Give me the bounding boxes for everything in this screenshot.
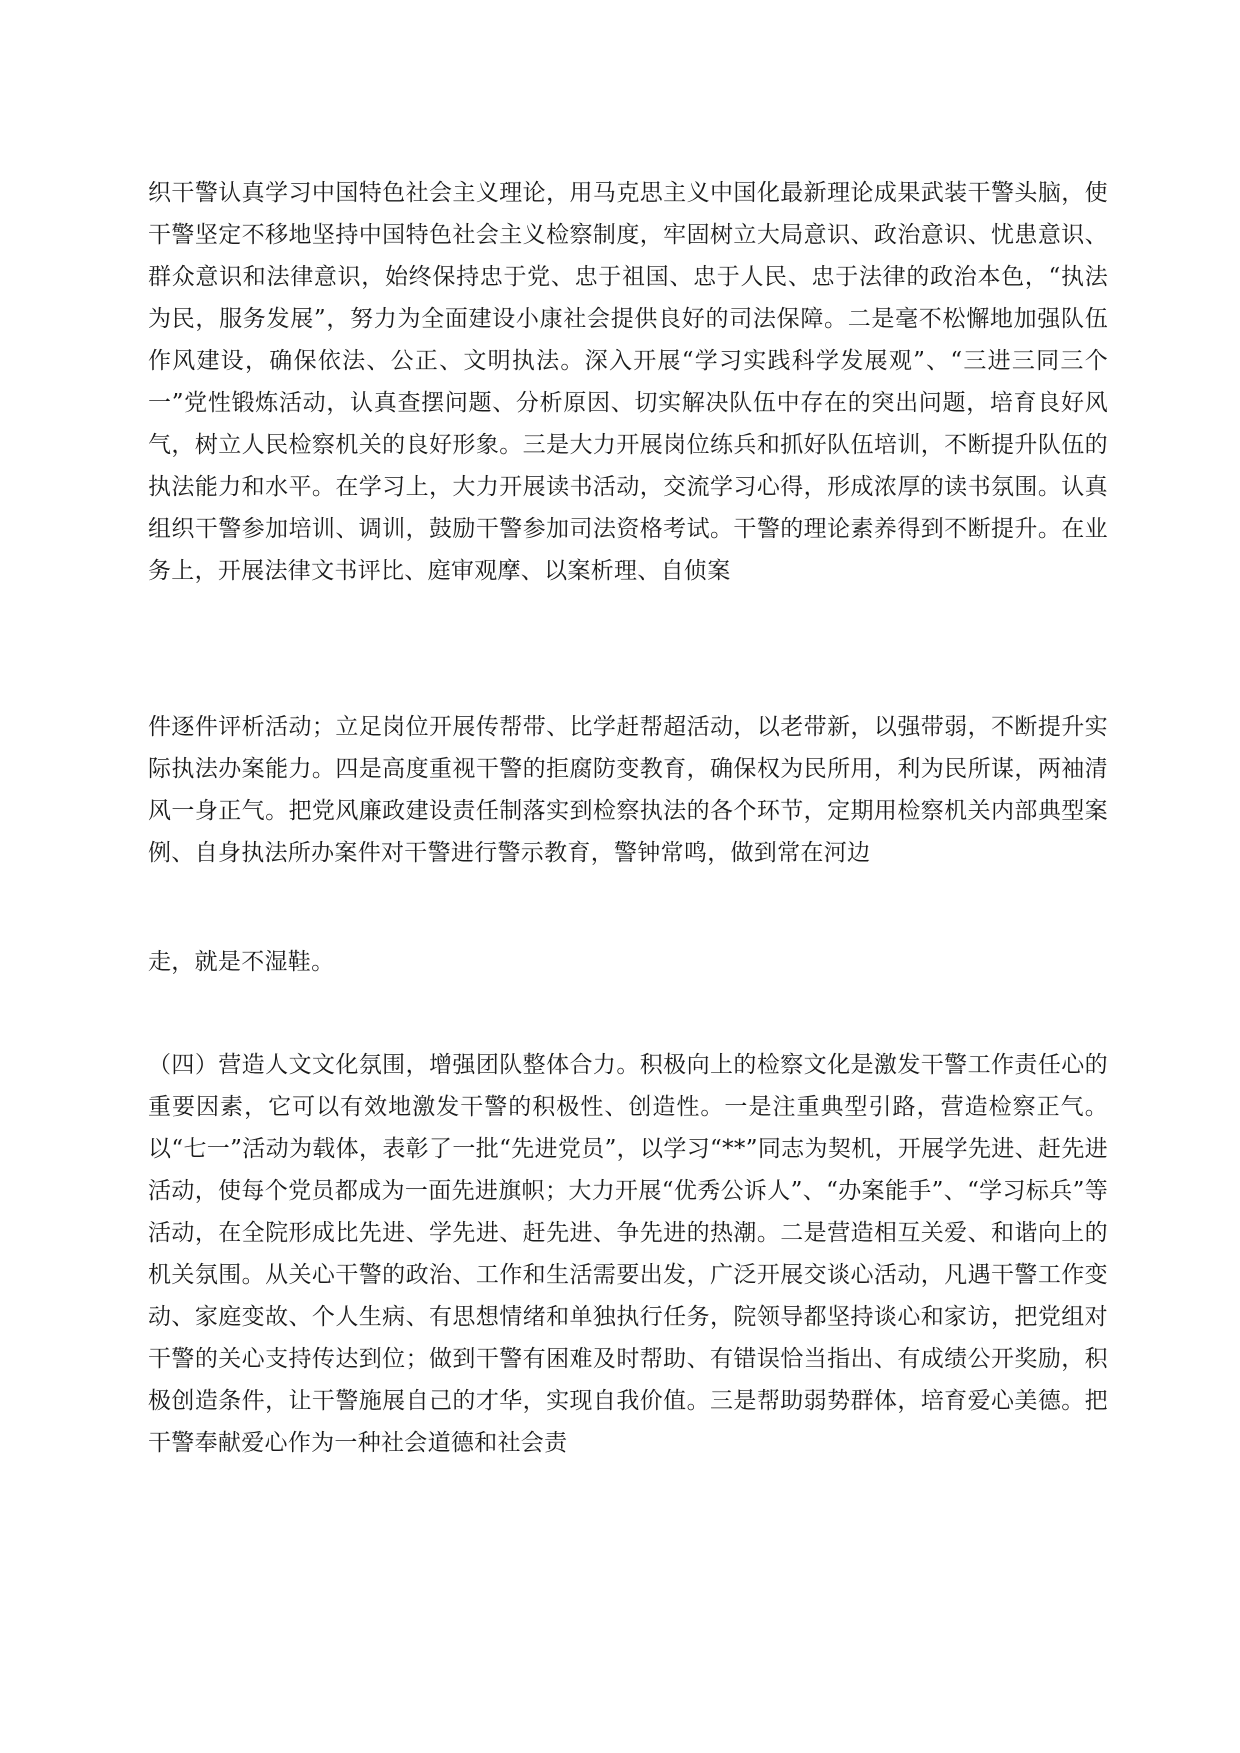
paragraph-anti-corruption: 件逐件评析活动；立足岗位开展传帮带、比学赶帮超活动，以老带新，以强带弱，不断提升实际执法办案能力。四是高度重视干警的拒腐防变教育，确保权为民所用，利为民所谋，两袖清风一身正气。把党风廉政建设责任制落实到检察执法的各个环节，定期用检察机关内部典型案例、自身执法所办案件对干警进行警示教育，警钟常鸣，做到常在河边 — [148, 714, 1108, 866]
paragraph-team-building: 织干警认真学习中国特色社会主义理论，用马克思主义中国化最新理论成果武装干警头脑，使干警坚定不移地坚持中国特色社会主义检察制度，牢固树立大局意识、政治意识、忧患意识、群众意识和法律意识，始终保持忠于党、忠于祖国、忠于人民、忠于法律的政治本色，“执法为民，服务发展”，努力为全面建设小康社会提供良好的司法保障。二是毫不松懈地加强队伍作风建设，确保依法、公正、文明执法。深入开展“学习实践科学发展观”、“三进三同三个一”党性锻炼活动，认真查摆问题、分析原因、切实解决队伍中存在的突出问题，培育良好风气，树立人民检察机关的良好形象。三是大力开展岗位练兵和抓好队伍培训，不断提升队伍的执法能力和水平。在学习上，大力开展读书活动，交流学习心得，形成浓厚的读书氛围。认真组织干警参加培训、调训，鼓励干警参加司法资格考试。干警的理论素养得到不断提升。在业务上，开展法律文书评比、庭审观摩、以案析理、自侦案 — [148, 180, 1108, 584]
paragraph-continuation: 走，就是不湿鞋。 — [148, 949, 335, 975]
paragraph-section-four: （四）营造人文文化氛围，增强团队整体合力。积极向上的检察文化是激发干警工作责任心的重要因素，它可以有效地激发干警的积极性、创造性。一是注重典型引路，营造检察正气。以“七一”活动为载体，表彰了一批“先进党员”，以学习“**”同志为契机，开展学先进、赶先进活动，使每个党员都成为一面先进旗帜；大力开展“优秀公诉人”、“办案能手”、“学习标兵”等活动，在全院形成比先进、学先进、赶先进、争先进的热潮。二是营造相互关爱、和谐向上的机关氛围。从关心干警的政治、工作和生活需要出发，广泛开展交谈心活动，凡遇干警工作变动、家庭变故、个人生病、有思想情绪和单独执行任务，院领导都坚持谈心和家访，把党组对干警的关心支持传达到位；做到干警有困难及时帮助、有错误恰当指出、有成绩公开奖励，积极创造条件，让干警施展自己的才华，实现自我价值。三是帮助弱势群体，培育爱心美德。把干警奉献爱心作为一种社会道德和社会责 — [148, 1052, 1108, 1456]
